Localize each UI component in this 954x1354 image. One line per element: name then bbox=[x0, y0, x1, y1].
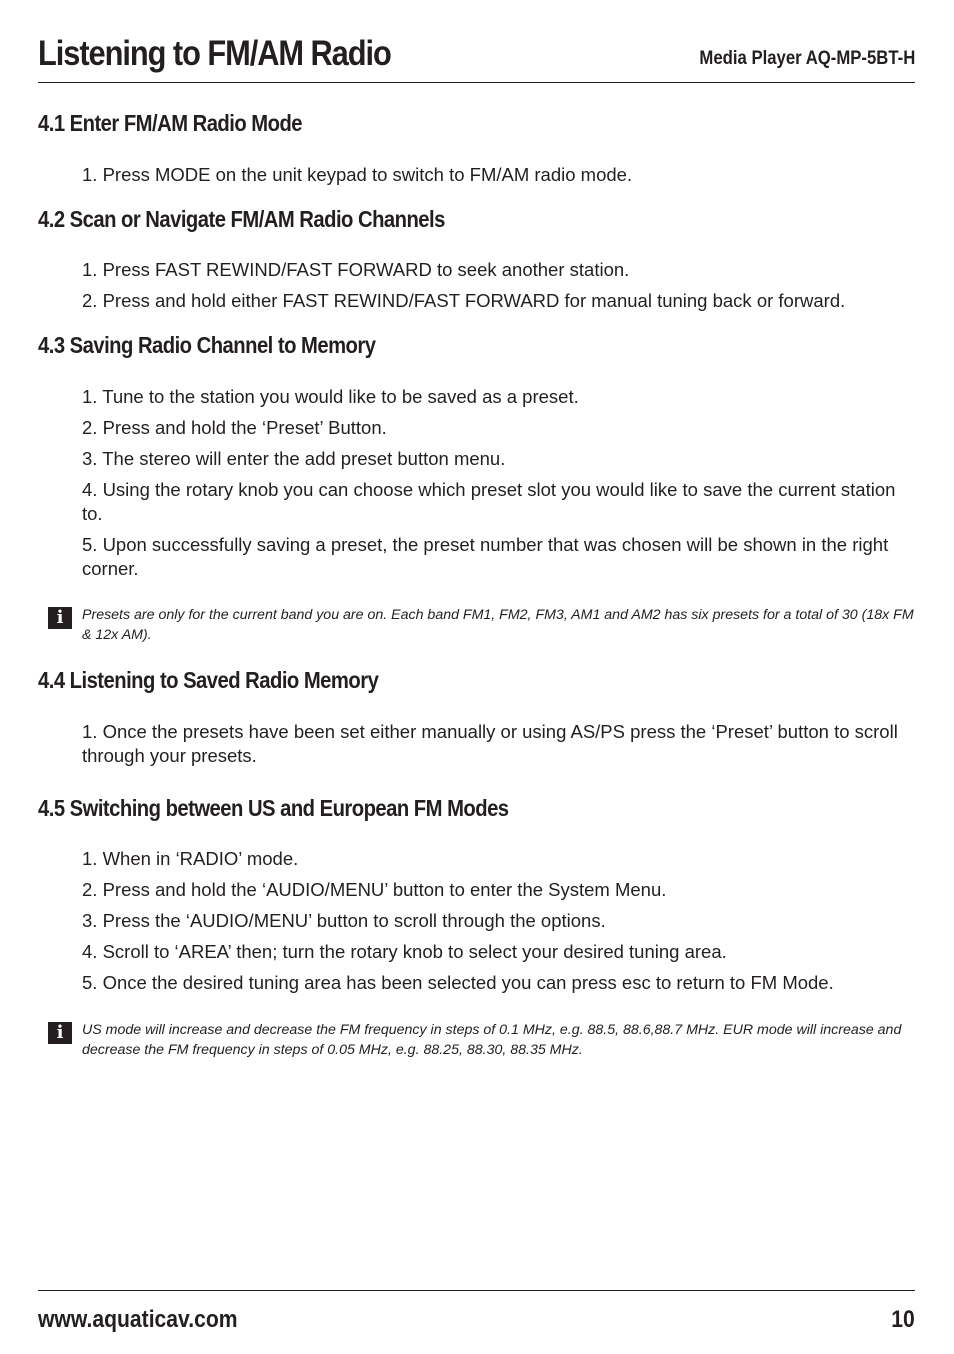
list-item: 1. Once the presets have been set either manually or using AS/PS press the ‘Preset’ button to scroll through your presets. bbox=[82, 721, 898, 766]
info-icon: i bbox=[48, 1022, 72, 1044]
section-heading-4-4: 4.4 Listening to Saved Radio Memory bbox=[38, 667, 379, 693]
steps-list-4-4 bbox=[82, 720, 908, 768]
section-heading-4-1: 4.1 Enter FM/AM Radio Mode bbox=[38, 110, 303, 136]
product-model: Media Player AQ-MP-5BT-H bbox=[699, 48, 915, 69]
list-item: 2. Press and hold either FAST REWIND/FAST FORWARD for manual tuning back or forward. bbox=[82, 290, 846, 311]
page-number: 10 bbox=[891, 1306, 915, 1333]
section-heading-4-5: 4.5 Switching between US and European FM Modes bbox=[38, 795, 509, 821]
list-item: 3. Press the ‘AUDIO/MENU’ button to scroll through the options. bbox=[82, 910, 606, 931]
list-item: 1. Press FAST REWIND/FAST FORWARD to seek another station. bbox=[82, 259, 630, 280]
steps-list-4-2 bbox=[82, 258, 908, 313]
list-item: 3. The stereo will enter the add preset button menu. bbox=[82, 448, 506, 469]
website-link[interactable]: www.aquaticav.com bbox=[38, 1306, 238, 1333]
steps-list-4-5 bbox=[82, 847, 908, 995]
list-item: 5. Upon successfully saving a preset, the preset number that was chosen will be shown in the right corner. bbox=[82, 534, 889, 579]
section-heading-4-3: 4.3 Saving Radio Channel to Memory bbox=[38, 332, 376, 358]
page-header bbox=[38, 30, 915, 83]
list-item: 1. When in ‘RADIO’ mode. bbox=[82, 848, 299, 869]
info-icon: i bbox=[48, 607, 72, 629]
note-text: US mode will increase and decrease the FM frequency in steps of 0.1 MHz, e.g. 88.5, 88.6,88.7 MHz. EUR mode will increase and decrease the FM frequency in steps of 0.05 MHz, e.g. 88.25, 88.30, 88.35 MHz. bbox=[82, 1022, 902, 1058]
list-item: 4. Using the rotary knob you can choose which preset slot you would like to save the current station to. bbox=[82, 479, 896, 524]
list-item: 2. Press and hold the ‘Preset’ Button. bbox=[82, 417, 387, 438]
page-title: Listening to FM/AM Radio bbox=[38, 34, 391, 73]
list-item: 1. Tune to the station you would like to be saved as a preset. bbox=[82, 386, 579, 407]
note-text: Presets are only for the current band you are on. Each band FM1, FM2, FM3, AM1 and AM2 has six presets for a total of 30 (18x FM & 12x AM). bbox=[82, 607, 914, 643]
list-item: 4. Scroll to ‘AREA’ then; turn the rotary knob to select your desired tuning area. bbox=[82, 941, 727, 962]
list-item: 1. Press MODE on the unit keypad to switch to FM/AM radio mode. bbox=[82, 164, 633, 185]
section-heading-4-2: 4.2 Scan or Navigate FM/AM Radio Channels bbox=[38, 206, 445, 232]
page-footer bbox=[38, 1290, 915, 1341]
list-item: 2. Press and hold the ‘AUDIO/MENU’ button to enter the System Menu. bbox=[82, 879, 667, 900]
steps-list-4-3 bbox=[82, 385, 908, 581]
list-item: 5. Once the desired tuning area has been selected you can press esc to return to FM Mode. bbox=[82, 972, 834, 993]
steps-list-4-1 bbox=[82, 163, 908, 187]
